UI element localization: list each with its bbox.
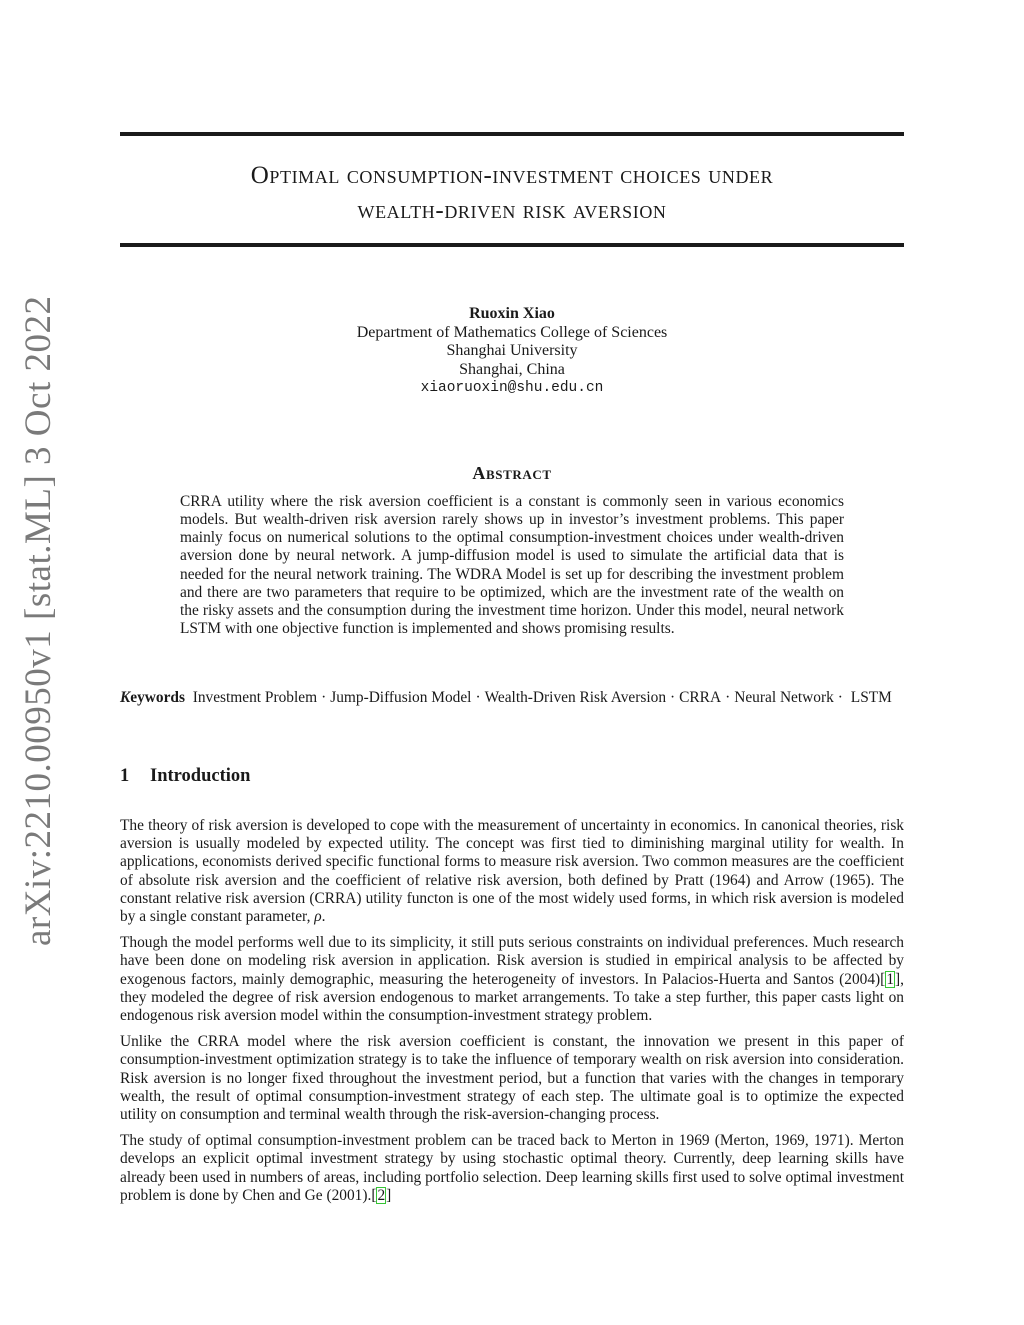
introduction-body — [120, 817, 904, 1213]
paragraph-text-end: ], they modeled the degree of risk aversion endogenous to market arrangements. To take a step further, this paper casts light on endogenous risk aversion model within the consumption-investment strategy problem. — [120, 970, 904, 1025]
title-rule-top — [120, 132, 904, 136]
rho-symbol: ρ — [314, 908, 322, 926]
keyword-separator: · — [725, 689, 731, 706]
keywords-label-first: K — [120, 689, 131, 706]
keywords-label-rest: eywords — [130, 689, 185, 706]
title-line-2: wealth-driven risk aversion — [357, 197, 667, 224]
keyword-separator: · — [321, 689, 327, 706]
author-university: Shanghai University — [446, 342, 578, 359]
paragraph — [120, 934, 904, 1025]
citation-link-1[interactable]: 1 — [886, 970, 895, 988]
keyword-separator: · — [475, 689, 481, 706]
paragraph: Unlike the CRRA model where the risk aversion coefficient is constant, the innovation we present in this paper of consumption-investment optimization strategy is to take the influence of temporary wealth on risk aversion into consideration. Risk aversion is no longer fixed throughout the investment period, but a function that varies with the changes in temporary wealth, the result of optimal consumption-investment strategy of each step. The ultimate goal is to optimize the expected utility on consumption and terminal wealth through the risk-aversion-changing process. — [120, 1033, 904, 1124]
keywords-label — [120, 689, 185, 706]
paper-title — [120, 158, 904, 228]
paragraph — [120, 1132, 904, 1205]
keyword-separator: · — [837, 689, 843, 706]
title-rule-bottom — [120, 243, 904, 247]
paragraph-text: The study of optimal consumption-investment problem can be traced back to Merton in 1969 (Merton, 1969, 1971). Merton develops an explicit optimal investment strategy by using stochastic optimal theory. Currently, deep learning skills have already been used in numbers of areas, including portfolio selection. Deep learning skills first used to solve optimal investment problem is done by Chen and Ge (2001).[ — [120, 1132, 904, 1204]
citation-link-2[interactable]: 2 — [377, 1186, 386, 1204]
paragraph-text: Though the model performs well due to its simplicity, it still puts serious constraints on individual preferences. Much research have been done on modeling risk aversion in application. Risk aversion is studied in empirical analysis to be affected by exogenous factors, mainly demographic, measuring the heterogeneity of investors. In Palacios-Huerta and Santos (2004)[ — [120, 934, 904, 988]
keyword-item: Jump-Diffusion Model — [330, 689, 472, 706]
paragraph-text-end: . — [321, 908, 326, 926]
author-department: Department of Mathematics College of Sciences — [356, 323, 668, 341]
paragraph — [120, 817, 904, 926]
abstract-text: CRRA utility where the risk aversion coefficient is a constant is commonly seen in various economics models. But wealth-driven risk aversion rarely shows up in investor’s investment problems. This paper mainly focus on numerical solutions to the optimal consumption-investment choices under wealth-driven aversion done by neural network. A jump-diffusion model is used to simulate the artificial data that is needed for the neural network training. The WDRA Model is set up for describing the investment problem and there are two parameters that require to be optimized, which are the investment rate of the wealth on the risky assets and the consumption during the investment time horizon. Under this model, neural network LSTM with one objective function is implemented and shows promising results. — [180, 493, 844, 638]
arxiv-identifier: arXiv:2210.00950v1 [stat.ML] 3 Oct 2022 — [18, 295, 59, 946]
keyword-item: LSTM — [850, 689, 892, 706]
section-number: 1 — [120, 766, 130, 786]
keyword-item: Wealth-Driven Risk Aversion — [484, 689, 667, 706]
keyword-item: Neural Network — [734, 689, 834, 706]
keyword-item: Investment Problem — [192, 689, 318, 706]
section-title: Introduction — [150, 766, 251, 786]
paragraph-text-end: ] — [386, 1186, 392, 1204]
author-location: Shanghai, China — [459, 360, 565, 378]
author-name: Ruoxin Xiao — [469, 305, 555, 322]
paragraph-text: The theory of risk aversion is developed to cope with the measurement of uncertainty in economics. In canonical theories, risk aversion is usually modeled by expected utility. The concept was first tied to diminishing marginal utility for wealth. In applications, economists derived specific functional forms to measure risk aversion. Two common measures are the coefficient of absolute risk aversion and the coefficient of relative risk aversion, both defined by Pratt (1964) and Arrow (1965). The constant relative risk aversion (CRRA) utility functon is one of the most widely used forms, in which risk aversion is modeled by a single constant parameter, — [120, 817, 904, 926]
author-block — [212, 305, 812, 398]
author-email[interactable]: xiaoruoxin@shu.edu.cn — [420, 380, 604, 396]
keyword-item: CRRA — [679, 689, 722, 706]
abstract-heading: Abstract — [472, 463, 552, 483]
keyword-separator: · — [670, 689, 676, 706]
title-line-1: Optimal consumption-investment choices under — [250, 162, 774, 189]
section-heading-introduction — [120, 766, 250, 787]
keywords — [120, 689, 904, 707]
